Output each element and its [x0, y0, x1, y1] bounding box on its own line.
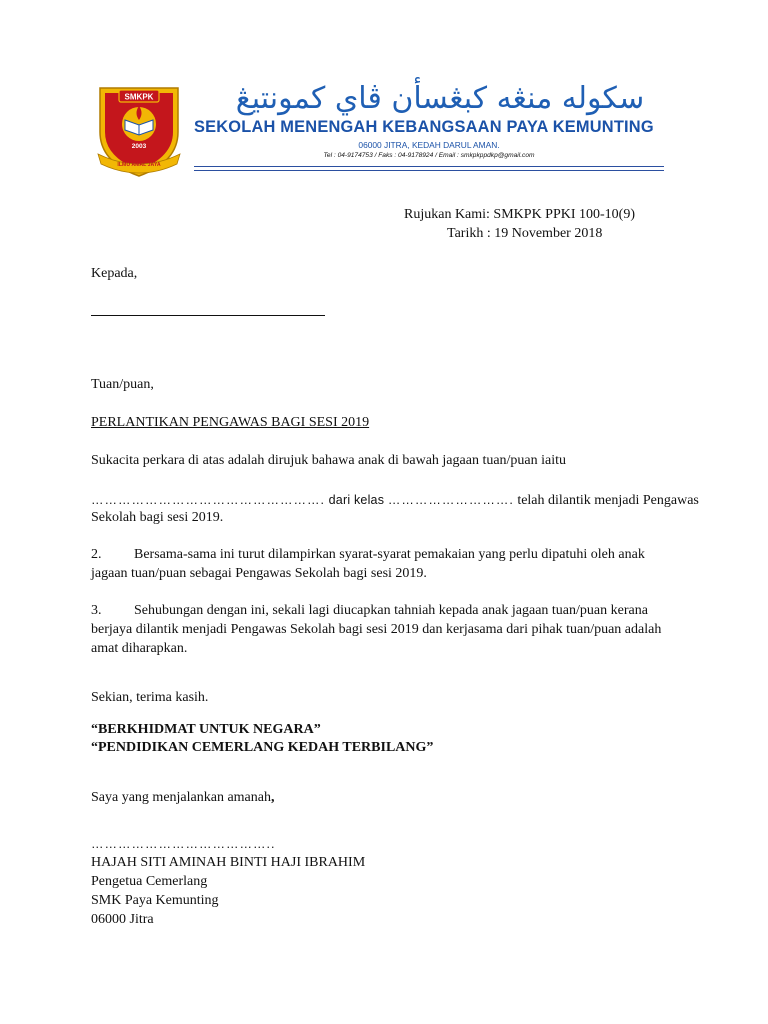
paragraph-3-line-1: Sehubungan dengan ini, sekali lagi diucapkan tahniah kepada anak jagaan tuan/puan kerana: [134, 603, 648, 618]
signature-blank: [91, 835, 275, 854]
from-class-text: dari kelas: [324, 493, 388, 507]
class-blank: ……………………….: [387, 493, 514, 507]
letterhead-divider: [194, 166, 664, 167]
crest-year: 2003: [131, 143, 147, 150]
letterhead-divider-secondary: [194, 170, 664, 171]
reference-number: Rujukan Kami: SMKPK PPKI 100-10(9): [404, 207, 636, 222]
letter-date: Tarikh : 19 November 2018: [447, 226, 603, 241]
student-name-blank: …………………………………………….: [91, 493, 325, 507]
trust-text: Saya yang menjalankan amanah: [91, 790, 271, 805]
letter-subject: PERLANTIKAN PENGAWAS BAGI SESI 2019: [91, 415, 370, 430]
closing-thanks: Sekian, terima kasih.: [91, 690, 209, 705]
salutation: Tuan/puan,: [91, 377, 154, 392]
signatory-town: 06000 Jitra: [91, 912, 154, 927]
signatory-name: HAJAH SITI AMINAH BINTI HAJI IBRAHIM: [91, 855, 366, 870]
paragraph-3-number: 3.: [91, 603, 102, 618]
signature-dots: …………………………………..: [91, 837, 276, 851]
appointed-text: telah dilantik menjadi Pengawas: [513, 493, 699, 508]
crest-motto: ILMU AMAL JAYA: [117, 162, 161, 168]
crest-label: SMKPK: [124, 92, 154, 102]
appointed-continuation: Sekolah bagi sesi 2019.: [91, 510, 224, 525]
recipient-blank-line: [91, 315, 325, 316]
paragraph-2-number: 2.: [91, 547, 102, 562]
signatory-title: Pengetua Cemerlang: [91, 874, 208, 889]
recipient-label: Kepada,: [91, 266, 138, 281]
paragraph-3-line-3: amat diharapkan.: [91, 641, 188, 656]
paragraph-2-line-2: jagaan tuan/puan sebagai Pengawas Sekolah bagi sesi 2019.: [91, 566, 427, 581]
paragraph-3-line-2: berjaya dilantik menjadi Pengawas Sekolah bagi sesi 2019 dan kerjasama dari pihak tuan/puan adalah: [91, 622, 662, 637]
signatory-school: SMK Paya Kemunting: [91, 893, 219, 908]
trust-comma: ,: [270, 790, 275, 805]
school-contact: Tel : 04-9174753 / Faks : 04-9178924 / Email : smkpkppdkp@gmail.com: [323, 152, 535, 159]
school-name-jawi: سكوله منڠه كبڠسأن ڤاي كمونتيڠ: [235, 81, 645, 116]
school-address: 06000 JITRA, KEDAH DARUL AMAN.: [358, 140, 500, 150]
school-crest-logo: [92, 80, 186, 180]
paragraph-2-line-1: Bersama-sama ini turut dilampirkan syarat-syarat pemakaian yang perlu dipatuhi oleh anak: [134, 547, 645, 562]
school-name: SEKOLAH MENENGAH KEBANGSAAN PAYA KEMUNTING: [194, 118, 654, 136]
trust-line: [91, 789, 274, 807]
body-intro: Sukacita perkara di atas adalah dirujuk bahawa anak di bawah jagaan tuan/puan iaitu: [91, 453, 567, 468]
slogan-1: “BERKHIDMAT UNTUK NEGARA”: [91, 722, 321, 737]
student-fill-line: [91, 491, 699, 510]
slogan-2: “PENDIDIKAN CEMERLANG KEDAH TERBILANG”: [91, 740, 434, 755]
